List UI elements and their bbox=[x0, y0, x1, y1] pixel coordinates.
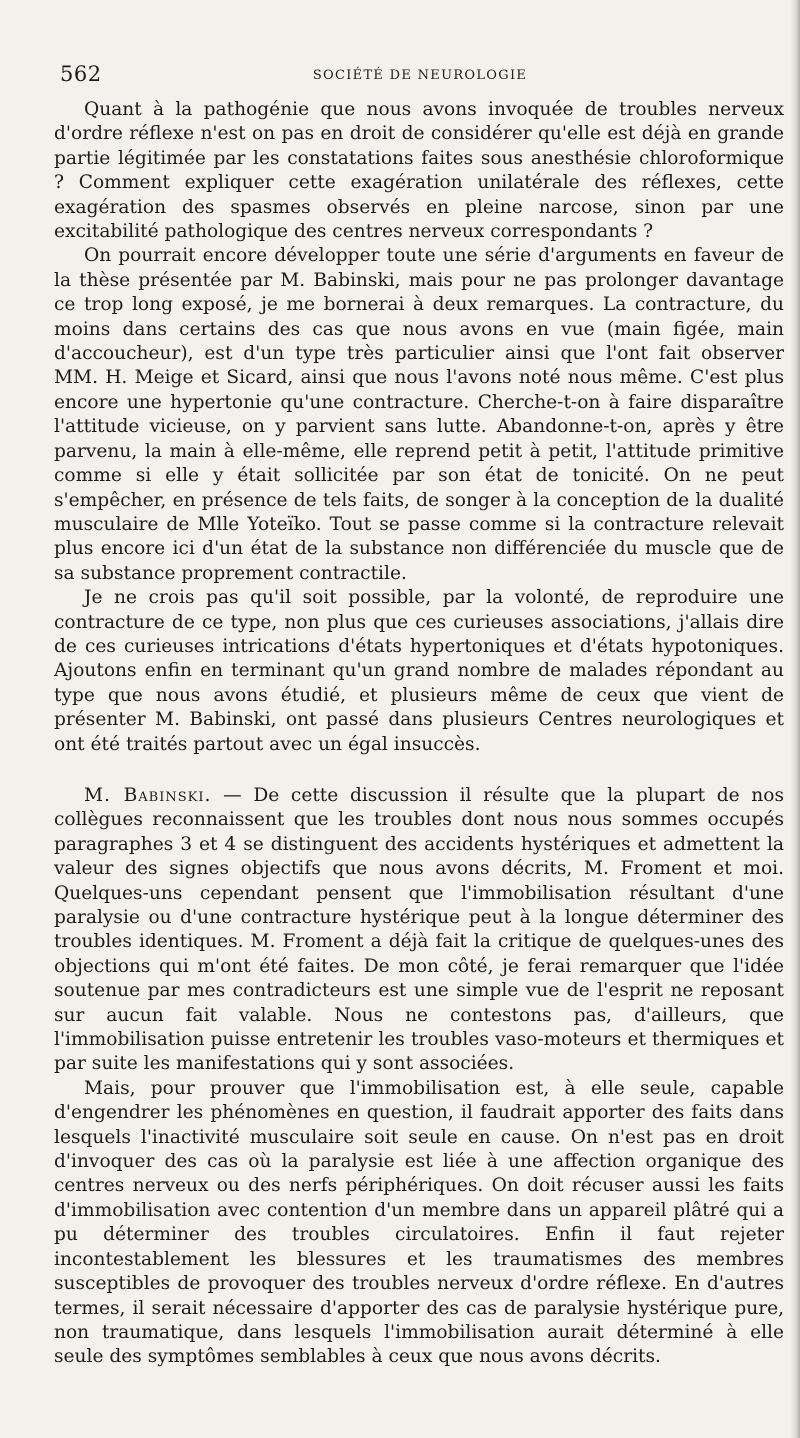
reply-text: — De cette discussion il résulte que la plupart de nos collègues reconnaissent que les troubles dont nous nous sommes occupés paragraphes 3 et 4 se distinguent des accidents hystériques et admettent la valeur des signes objectifs que nous avons décrits, M. Froment et moi. Quelques-uns cependant pensent que l'immobilisation résultant d'une paralysie ou d'une contracture hystérique peut à la longue déterminer des troubles identiques. M. Froment a déjà fait la critique de quelques-unes des objections qui m'ont été faites. De mon côté, je ferai remarquer que l'idée soutenue par mes contradicteurs est une simple vue de l'esprit ne reposant sur aucun fait valable. Nous ne contestons pas, d'ailleurs, que l'immobilisation puisse entretenir les troubles vaso-moteurs et thermiques et par suite les manifestations qui y sont associées. bbox=[54, 784, 785, 1075]
paragraph-reproduction: Je ne crois pas qu'il soit possible, par la volonté, de reproduire une contracture de ce type, non plus que ces curieuses associations, j'allais dire de ces curieuses intrications d'états hypertoniques et d'états hypotoniques. Ajoutons enfin en terminant qu'un grand nombre de malades répondant au type que nous avons étudié, et plusieurs même de ceux que vient de présenter M. Babinski, ont passé dans plusieurs Centres neurologiques et ont été traités partout avec un égal insuccès. bbox=[54, 587, 784, 755]
paragraph-arguments: On pourrait encore développer toute une série d'arguments en faveur de la thèse présentée par M. Babinski, mais pour ne pas prolonger davantage ce trop long exposé, je me bornerai à deux remarques. La contracture, du moins dans certains des cas que nous avons en vue (main figée, main d'accoucheur), est d'un type très particulier ainsi que l'ont fait observer MM. H. Meige et Sicard, ainsi que nous l'avons noté nous même. C'est plus encore une hypertonie qu'une contracture. Cherche-t-on à faire disparaître l'attitude vicieuse, on y parvient sans lutte. Abandonne-t-on, après y être parvenu, la main à elle-même, elle reprend petit à petit, l'attitude primitive comme si elle y était sollicitée par son état de tonicité. On ne peut s'empêcher, en présence de tels faits, de songer à la conception de la dualité musculaire de Mlle Yoteïko. Tout se passe comme si la contracture relevait plus encore ici d'un état de la substance non différenciée du muscle que de sa substance proprement contractile. bbox=[54, 245, 784, 584]
body-text bbox=[54, 98, 784, 1370]
page-edge-shadow bbox=[790, 0, 800, 1438]
running-title: SOCIÉTÉ DE NEUROLOGIE bbox=[312, 68, 528, 83]
paragraph-babinski-reply bbox=[54, 784, 784, 1077]
section-gap bbox=[54, 757, 784, 784]
paragraph-immobilisation: Mais, pour prouver que l'immobilisation est, à elle seule, capable d'engendrer les phénomènes en question, il faudrait apporter des faits dans lesquels l'inactivité musculaire soit seule en cause. On n'est pas en droit d'invoquer des cas où la paralysie est liée à une affection organique des centres nerveux ou des nerfs périphériques. On doit récuser aussi les faits d'immobilisation avec contention d'un membre dans un appareil plâtré qui a pu déterminer des troubles circulatoires. Enfin il faut rejeter incontestablement les blessures et les traumatismes des membres susceptibles de provoquer des troubles nerveux d'ordre réflexe. En d'autres termes, il serait nécessaire d'apporter des cas de paralysie hystérique pure, non traumatique, dans lesquels l'immobilisation aurait déterminé à elle seule des symptômes semblables à ceux que nous avons décrits. bbox=[54, 1077, 784, 1368]
speaker-name: M. Babinski. bbox=[84, 784, 212, 806]
paragraph-pathogenie: Quant à la pathogénie que nous avons invoquée de troubles nerveux d'ordre réflexe n'est on pas en droit de considérer qu'elle est déjà en grande partie légitimée par les constatations faites sous anesthésie chloroformique ? Comment expliquer cette exagération unilatérale des réflexes, cette exagération des spasmes observés en pleine narcose, sinon par une excitabilité pathologique des centres nerveux correspondants ? bbox=[54, 99, 784, 243]
page-number: 562 bbox=[60, 62, 102, 86]
page-header bbox=[60, 62, 780, 92]
